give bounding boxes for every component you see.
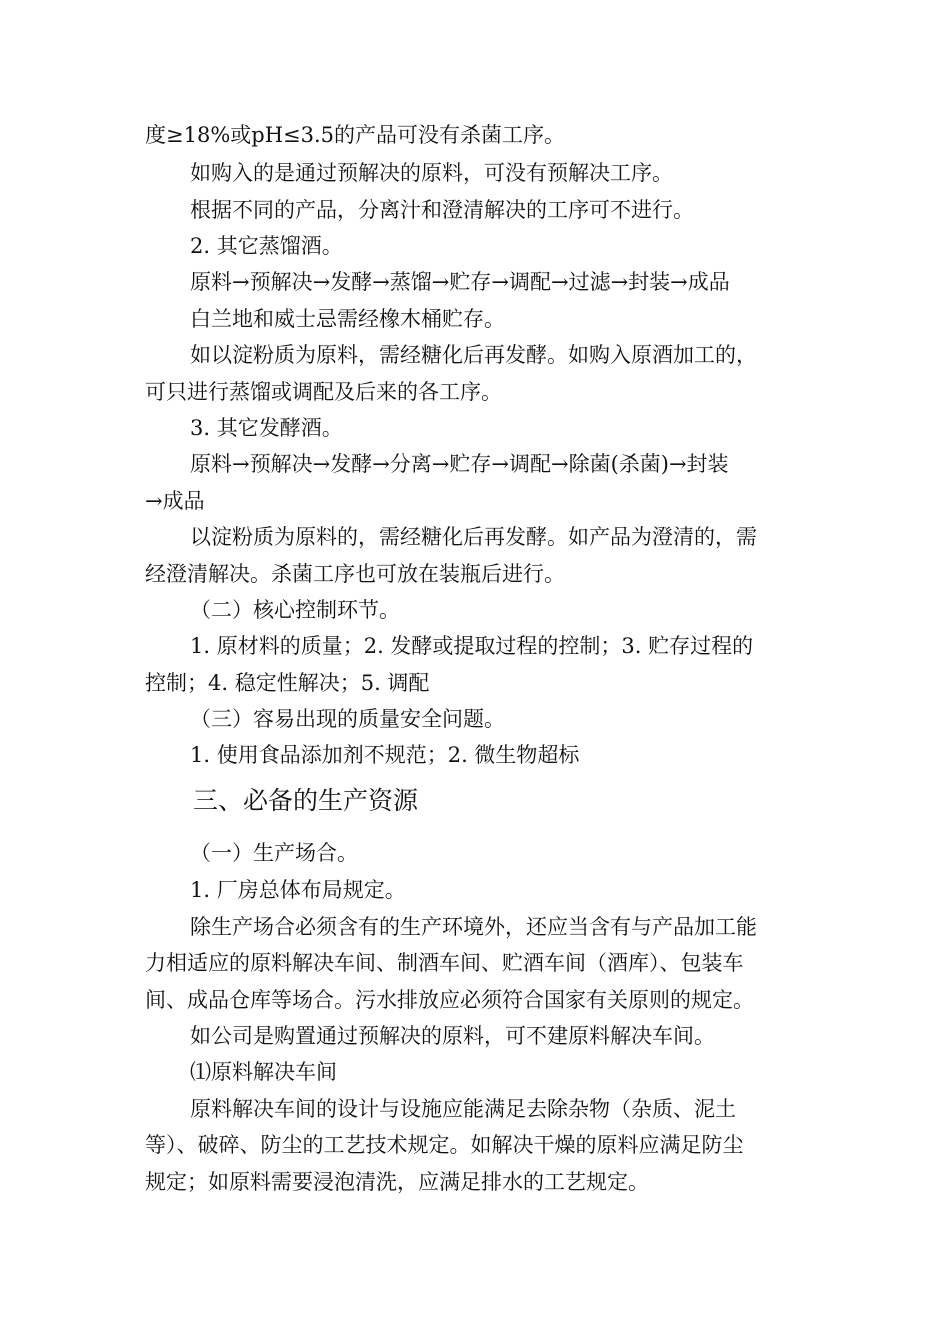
text-line: 1. 使用食品添加剂不规范；2. 微生物超标 [190, 743, 580, 767]
section-heading: 三、必备的生产资源 [193, 786, 419, 815]
text-line: 可只进行蒸馏或调配及后来的各工序。 [145, 380, 502, 404]
list-item-heading: 2. 其它蒸馏酒。 [190, 234, 343, 258]
text-line: 如公司是购置通过预解决的原料，可不建原料解决车间。 [190, 1024, 715, 1048]
text-line: 如以淀粉质为原料，需经糖化后再发酵。如购入原酒加工的， [190, 343, 757, 367]
text-line: 等）、破碎、防尘的工艺技术规定。如解决干燥的原料应满足防尘 [145, 1133, 744, 1157]
list-item-heading: 3. 其它发酵酒。 [190, 416, 343, 440]
text-line: 如购入的是通过预解决的原料，可没有预解决工序。 [190, 161, 673, 185]
text-line: 经澄清解决。杀菌工序也可放在装瓶后进行。 [145, 562, 565, 586]
text-line: 白兰地和威士忌需经橡木桶贮存。 [190, 307, 505, 331]
text-line: 度≥18%或pH≤3.5的产品可没有杀菌工序。 [145, 123, 566, 147]
text-line: 控制；4. 稳定性解决；5. 调配 [145, 671, 430, 695]
subsection-heading: （三）容易出现的质量安全问题。 [190, 707, 505, 731]
text-line: 原料解决车间的设计与设施应能满足去除杂物（杂质、泥土 [190, 1097, 736, 1121]
text-line: 间、成品仓库等场合。污水排放应必须符合国家有关原则的规定。 [145, 988, 754, 1012]
subsection-heading: （一）生产场合。 [190, 841, 358, 865]
text-line: 除生产场合必须含有的生产环境外，还应当含有与产品加工能 [190, 915, 757, 939]
text-line: 以淀粉质为原料的，需经糖化后再发酵。如产品为澄清的，需 [190, 525, 757, 549]
process-flow: →成品 [145, 489, 205, 513]
list-item-heading: 1. 厂房总体布局规定。 [190, 878, 406, 902]
text-line: 根据不同的产品，分离汁和澄清解决的工序可不进行。 [190, 198, 694, 222]
subsection-heading: （二）核心控制环节。 [190, 598, 400, 622]
text-line: 规定；如原料需要浸泡清洗，应满足排水的工艺规定。 [145, 1170, 649, 1194]
text-line: 力相适应的原料解决车间、制酒车间、贮酒车间（酒库）、包装车 [145, 951, 744, 975]
process-flow: 原料→预解决→发酵→蒸馏→贮存→调配→过滤→封装→成品 [190, 270, 730, 294]
text-line: 1. 原材料的质量；2. 发酵或提取过程的控制；3. 贮存过程的 [190, 634, 754, 658]
list-item-heading: ⑴原料解决车间 [190, 1060, 337, 1084]
process-flow: 原料→预解决→发酵→分离→贮存→调配→除菌(杀菌)→封装 [190, 452, 729, 476]
